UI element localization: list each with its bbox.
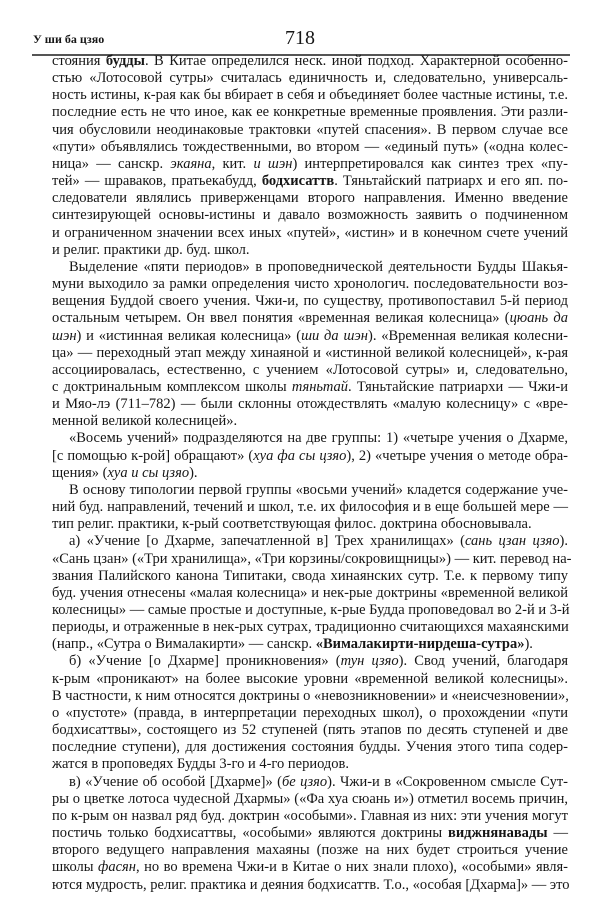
bold-term: виджнянавады (447, 825, 548, 842)
paragraph (52, 53, 568, 259)
text-line (52, 173, 568, 190)
text-line (52, 636, 568, 653)
italic-term: ши да шэн (301, 327, 368, 344)
article-body (52, 53, 572, 894)
running-title: У ши ба цзяо (33, 32, 105, 46)
text-segment: (напр., «Сутра о Вималакирти» — санскр. (52, 636, 316, 653)
text-line: ассоциировалась, естественно, с учением «Лотосовой сутры» и, следовательно, (52, 361, 568, 378)
text-line (52, 156, 568, 173)
bold-term: бодхисаттв (261, 173, 335, 190)
paragraph (52, 533, 572, 653)
text-line: муни выходило за рамки определения чисто хронологич. последовательности воз- (52, 276, 568, 293)
text-line (52, 328, 568, 345)
text-line: тип религ. практики, к-рый соответствующая филос. доктрина обосновывала. (52, 516, 532, 533)
text-segment: стояния (52, 53, 106, 69)
text-line: ность истины, к-рая как бы вбирает в себя и объединяет более частные истины, т.е. (52, 87, 568, 104)
italic-term: хуа фа сы цзяо (253, 447, 347, 464)
bold-term: «Вималакирти-нирдеша-сутра» (315, 636, 525, 653)
text-line: и ограниченном значении всех иных «путей», «истин» и в конечном счете учений (52, 224, 568, 241)
text-line: звания Палийского канона Типитаки, свода хинаянских сутр. Т.е. к первому типу (52, 567, 568, 584)
paragraph (52, 259, 568, 431)
bold-term: будды (105, 53, 145, 69)
text-line: и Мяо-лэ (711–782) — были склонны отождествлять «малую колесницу» с «вре- (52, 396, 568, 413)
text-line (52, 859, 568, 876)
text-segment: в) «Учение об особой [Дхарме]» ( (69, 773, 282, 790)
text-line (52, 653, 568, 670)
text-line: В частности, к ним относятся доктрины о «невозникновении» и «неисчезновении», (52, 687, 569, 704)
page-number: 718 (285, 27, 315, 49)
text-line: бодхисаттвы», состоящего из 52 ступеней (пять этапов по десять ступеней и две (52, 722, 568, 739)
text-segment: ница» — санскр. (52, 155, 171, 172)
text-line: ры о цветке лотоса чудесной Дхармы» («Фа хуа сюань и») отметил восемь причин, (52, 790, 568, 807)
italic-term: бе цзяо (281, 773, 328, 790)
text-line: «пути» объявлялись тождественными, во втором — «единый путь» («одна колес- (52, 138, 568, 155)
paragraph (52, 430, 568, 481)
text-segment: ). Свод учений, благодаря (398, 653, 569, 670)
text-line: последние есть не что иное, как ее конкретные временные проявления. Эти разли- (52, 104, 568, 121)
text-line: «Восемь учений» подразделяются на две группы: 1) «четыре учения о Дхарме, (69, 430, 568, 447)
text-line: менной великой колесницей». (52, 413, 238, 430)
text-segment: . Тяньтайские патриархи — Чжи-и (347, 378, 568, 395)
text-line (52, 774, 568, 791)
text-line: синтезирующей основы-истины и давало возможность заявить о подчиненном (52, 207, 568, 224)
text-line: буд. учения отнесены «малая колесница» и нек-рые доктрины «временной великой (52, 584, 568, 601)
text-line (52, 448, 568, 465)
italic-term: экаяна (170, 155, 212, 172)
italic-term: хуа и сы цзяо (107, 464, 190, 481)
text-line (52, 379, 568, 396)
text-line: по к-рым он назвал ряд буд. доктрин «особыми». Главная из них: эти учения могут (52, 807, 568, 824)
text-line: ний буд. направлений, течений и школ, т.е. их философия и в еще большей мере — (52, 499, 568, 516)
text-line: вещения Буддой своего учения. Чжи-и, по существу, противопоставил 5-й период (52, 293, 568, 310)
italic-term: фасян (98, 859, 136, 876)
italic-term: шэн (52, 327, 77, 344)
text-segment: тей» — шраваков, пратьекабудд, (52, 173, 262, 190)
text-line: В основу типологии первой группы «восьми учений» кладется содержание уче- (69, 481, 568, 498)
text-line: второго ведущего направления махаяны (позже на них будет строиться учение (52, 842, 568, 859)
text-segment: — (547, 825, 568, 842)
text-line: следователи являлись приверженцами второго направления. Именно введение (52, 190, 568, 207)
text-line: Выделение «пяти периодов» в проповеднической деятельности Будды Шакья- (69, 258, 568, 275)
text-line: и религ. практики др. буд. школ. (52, 241, 250, 258)
paragraph (52, 482, 568, 533)
text-segment: [с помощью к-рой] обращают» ( (52, 447, 254, 464)
text-line: жатся в проповедях Будды 3-го и 4-го периодов. (52, 756, 350, 773)
text-line: стью «Лотосовой сутры» считалась единичность и, следовательно, универсаль- (52, 70, 568, 87)
text-segment: . Тяньтайский патриарх и его яп. по- (334, 173, 568, 190)
text-segment: ). (524, 636, 533, 653)
text-segment: . В Китае определился неск. иной подход. Характерной особенно- (144, 53, 569, 69)
text-line: последние ступени), для достижения состояния будды. Учения этого типа содер- (52, 739, 568, 756)
text-segment: ). Чжи-и в «Сокровенном смысле Сут- (327, 773, 569, 790)
text-segment: ). «Временная великая колесни- (367, 327, 568, 344)
text-line: ются мудрость, религ. практика и деяния бодхисаттв. Т.о., «особая [Дхарма]» — это (52, 876, 570, 893)
text-line (52, 825, 568, 842)
text-line: о «пустоте» (правда, в интерпретации переходных школ), о прохождении «пути (52, 704, 568, 721)
paragraph (52, 774, 568, 894)
text-segment: б) «Учение [о Дхарме] проникновения» ( (69, 653, 341, 670)
italic-term: и шэн (253, 155, 293, 172)
text-segment: , кит. (211, 155, 254, 172)
italic-term: сань цзан цзяо (464, 533, 560, 550)
text-line: к-рым «проникают» на более высокие уровни «временной великой колесницы». (52, 670, 568, 687)
text-segment: ) интерпретировался как синтез трех «пу- (292, 155, 568, 172)
italic-term: тяньтай (291, 378, 348, 395)
paragraph (52, 653, 568, 773)
text-segment: ), 2) «четыре учения о методе обра- (346, 447, 569, 464)
text-line: периоды, и отраженные в нек-рых сутрах, традиционно считающихся махаянскими (52, 619, 569, 636)
italic-term: тун цзяо (340, 653, 399, 670)
text-line (52, 53, 568, 70)
text-line: чия обусловили неодинаковые трактовки «путей спасения». В первом случае все (52, 121, 568, 138)
text-line (52, 310, 568, 327)
text-line: колесницы» — самые простые и доступные, к-рые Будда проповедовал во 2-й и 3-й (52, 602, 570, 618)
text-line (52, 465, 568, 482)
text-segment: с доктринальным комплексом школы (52, 378, 292, 395)
text-segment: ). (559, 533, 568, 550)
text-segment: ). (189, 464, 198, 481)
text-segment: постичь только бодхисаттвы, «особыми» являются доктрины (52, 825, 448, 842)
text-segment: ) и «истинная великая колесница» ( (76, 327, 302, 344)
italic-term: цюань да (509, 310, 568, 327)
text-line: ца» — переходный этап между хинаяной и «истинной великой колесницей», к-рая (52, 344, 568, 361)
text-segment: , но во времена Чжи-и в Китае о них знали плохо), «особыми» явля- (135, 859, 569, 876)
text-segment: а) «Учение [о Дхарме, запечатленной в] Трех хранилищах» ( (69, 533, 465, 550)
text-line: «Сань цзан» («Три хранилища», «Три корзины/сокровищницы») — кит. перевод на- (52, 550, 572, 567)
text-segment: остальным четырем. Он ввел понятия «временная великая колесница» ( (52, 310, 510, 327)
text-segment: щения» ( (52, 464, 108, 481)
text-line (52, 533, 568, 550)
text-segment: школы (52, 859, 99, 876)
